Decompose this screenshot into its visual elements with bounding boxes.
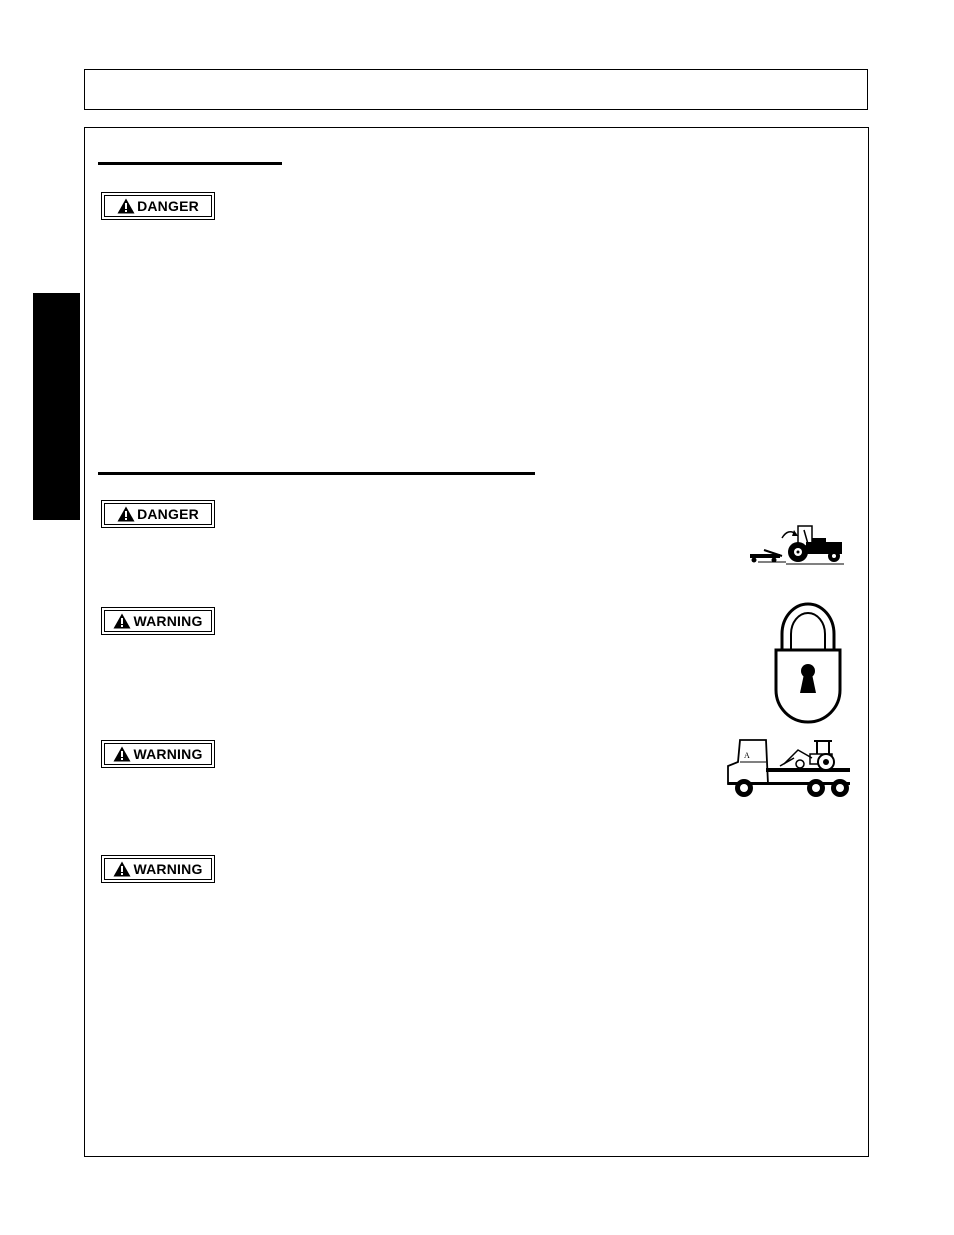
warning-sign [101, 740, 215, 768]
signal-word: WARNING [133, 746, 203, 762]
alert-triangle-icon [113, 746, 131, 762]
warning-sign [101, 855, 215, 883]
section-heading-rule-1 [98, 162, 282, 165]
section-side-tab [33, 293, 80, 520]
alert-triangle-icon [113, 861, 131, 877]
alert-triangle-icon [117, 198, 135, 214]
transport-truck-icon [722, 736, 854, 800]
signal-word: WARNING [133, 861, 203, 877]
danger-sign [101, 192, 215, 220]
alert-triangle-icon [113, 613, 131, 629]
signal-word: DANGER [137, 198, 199, 214]
section-heading-rule-2 [98, 472, 535, 475]
content-box [84, 127, 869, 1157]
alert-triangle-icon [117, 506, 135, 522]
signal-word: WARNING [133, 613, 203, 629]
page-header-box [84, 69, 868, 110]
svg-text:A: A [744, 751, 750, 760]
warning-sign [101, 607, 215, 635]
signal-word: DANGER [137, 506, 199, 522]
padlock-icon [773, 600, 843, 724]
danger-sign [101, 500, 215, 528]
tractor-rollover-icon [746, 520, 846, 566]
